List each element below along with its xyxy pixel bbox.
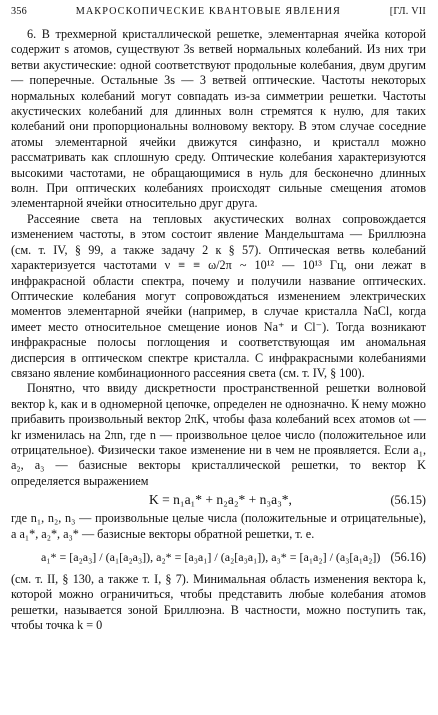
paragraph-1: 6. В трехмерной кристаллической решетке, элементарная ячейка которой содержит s атомов, существуют 3s ветвей нормальных колебаний. Из них три ветви акустические: одной соответствуют продольные колебания, двум другим — поперечные. Остальные 3s — 3 ветвей оптические. Частоты некоторых нормальных колебаний могут совпадать из-за симметрии решетки. Частоты акустических колебаний для длинных волн стремятся к нулю, для таких колебаний они пропорциональны волновому вектору. В этом случае соседние атомы элементарной ячейки движутся синфазно, и кристалл можно рассматривать как сплошную среду. Оптические колебания характеризуются высокими частотами, не обращающимися в нуль для бесконечно длинных волн. При оптических колебаниях происходят сильные смещения атомов элементарной ячейки относительно друг друга. bbox=[11, 27, 426, 211]
chapter-label: [ГЛ. VII bbox=[389, 6, 426, 17]
paragraph-2: Рассеяние света на тепловых акустических волнах сопровождается изменением частоты, в этом состоит явление Мандельштама — Бриллюэна (см. т. IV, § 99, а также задачу 2 к § 57). Оптическая ветвь колебаний характеризуется частотами ν ≡ ≡ ω/2π ~ 10¹² — 10¹³ Гц, они лежат в инфракрасной области спектра, почему и получили название оптических. Оптические колебания могут сопровождаться изменением электрических моментов элементарной ячейки (например, в случае кристалла NaCl, когда имеет место относительное смещение ионов Na⁺ и Cl⁻). Тогда возникают инфракрасные полосы поглощения и соответствующая им аномальная дисперсия в оптическом спектре кристалла. С инфракрасными колебаниями связано явление комбинационного рассеяния света (см. т. IV, § 100). bbox=[11, 211, 426, 380]
equation-number-56-16: (56.16) bbox=[390, 550, 426, 564]
paragraph-3: Понятно, что ввиду дискретности пространственной решетки волновой вектор k, как и в одномерной цепочке, определен не однозначно. К нему можно прибавить произвольный вектор 2πK, чтобы фаза колебаний всех атомов ωt — kr изменилась на 2πn, где n — произвольное целое число (положительное или отрицательное). Физически такое изменение ни в чем не проявляется. Если a₁, a₂, a₃ — базисные векторы кристаллической решетки, то вектор K определяется выражением bbox=[11, 381, 426, 488]
running-title: МАКРОСКОПИЧЕСКИЕ КВАНТОВЫЕ ЯВЛЕНИЯ bbox=[75, 6, 341, 17]
formula-56-16-body: a₁* = [a₂a₃] / (a₁[a₂a₃]), a₂* = [a₃a₁] / (a₂[a₃a₁]), a₃* = [a₁a₂] / (a₃[a₁a₂]) bbox=[41, 550, 381, 564]
formula-56-15 bbox=[11, 489, 426, 511]
page-number: 356 bbox=[11, 6, 27, 17]
body-text bbox=[11, 27, 426, 634]
paragraph-4: где n₁, n₂, n₃ — произвольные целые числа (положительные и отрицательные), а a₁*, a₂*, a₃* — базисные векторы обратной решетки, т. е. bbox=[11, 511, 426, 541]
formula-56-15-body: K = n₁a₁* + n₂a₂* + n₃a₃*, bbox=[149, 492, 292, 508]
running-header bbox=[11, 6, 426, 22]
paragraph-5: (см. т. II, § 130, а также т. I, § 7). Минимальная область изменения вектора k, которой можно ограничиться, чтобы представить любые колебания атомов решетки, называется зоной Бриллюэна. В частности, можно поступить так, чтобы точка k = 0 bbox=[11, 572, 426, 633]
equation-number-56-15: (56.15) bbox=[390, 493, 426, 508]
formula-56-16 bbox=[11, 542, 426, 572]
